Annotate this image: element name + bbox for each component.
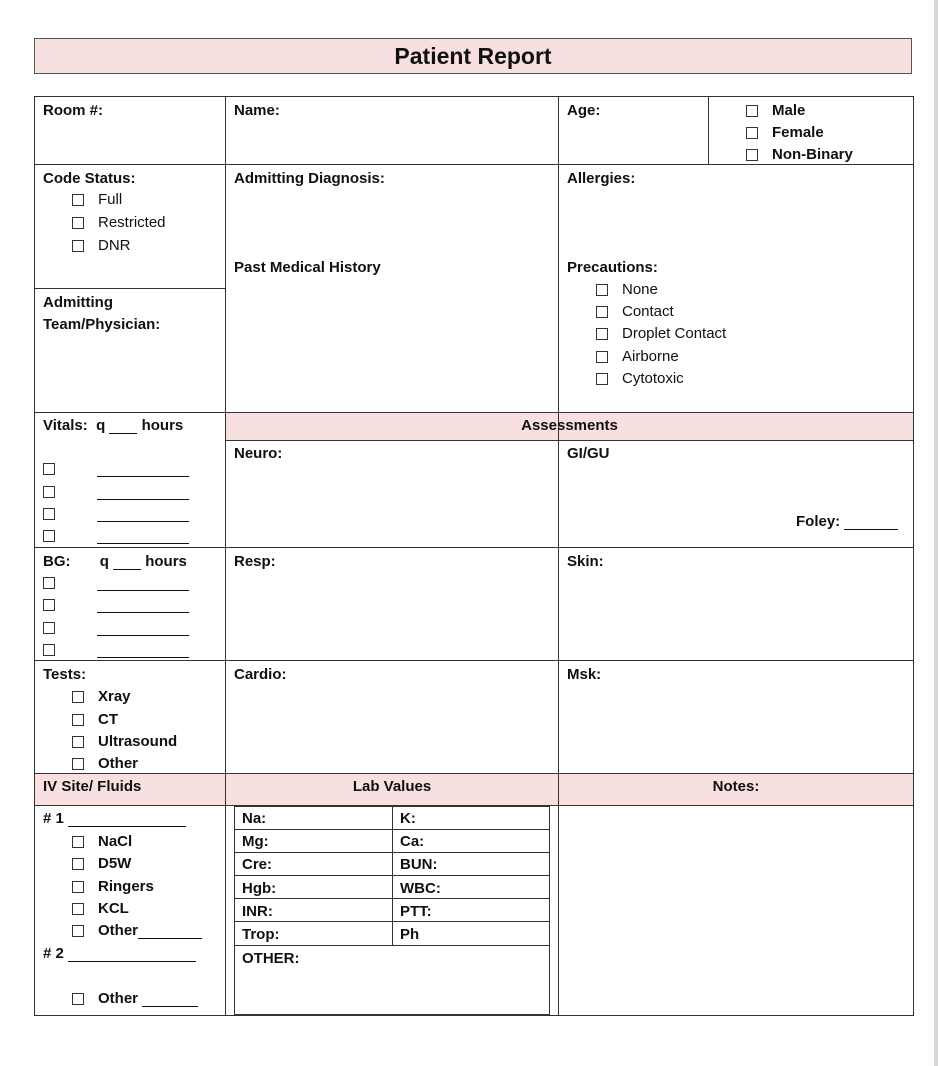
checkbox-icon[interactable] bbox=[72, 903, 84, 915]
checkbox-icon[interactable] bbox=[746, 149, 758, 161]
checkbox-icon[interactable] bbox=[596, 306, 608, 318]
lab-cell[interactable]: BUN: bbox=[400, 856, 438, 873]
checkbox-icon[interactable] bbox=[72, 993, 84, 1005]
entry-line[interactable] bbox=[97, 542, 189, 544]
entry-line[interactable] bbox=[138, 937, 202, 939]
code-option-dnr[interactable] bbox=[72, 237, 131, 254]
checkbox-icon[interactable] bbox=[43, 577, 55, 589]
vitals-label: Vitals: bbox=[43, 417, 88, 434]
lab-cell[interactable]: PTT: bbox=[400, 903, 432, 920]
lab-cell[interactable]: Hgb: bbox=[242, 880, 277, 897]
notes-header: Notes: bbox=[712, 778, 760, 795]
option-label: Ultrasound bbox=[98, 733, 178, 750]
divider bbox=[34, 660, 914, 661]
lab-divider bbox=[234, 945, 550, 946]
option-label: Cytotoxic bbox=[622, 370, 684, 387]
iv-site-1-label: # 1 bbox=[43, 810, 64, 827]
sex-option-female[interactable] bbox=[746, 124, 824, 141]
bg-entry-row[interactable] bbox=[43, 596, 189, 613]
divider bbox=[34, 412, 914, 413]
foley-field[interactable] bbox=[796, 513, 898, 530]
past-medical-history-label: Past Medical History bbox=[234, 259, 381, 276]
checkbox-icon[interactable] bbox=[72, 194, 84, 206]
iv-site-1[interactable] bbox=[43, 810, 186, 827]
lab-cell[interactable]: WBC: bbox=[400, 880, 441, 897]
age-label: Age: bbox=[567, 102, 601, 119]
checkbox-icon[interactable] bbox=[72, 217, 84, 229]
lab-cell[interactable]: Na: bbox=[242, 810, 267, 827]
lab-cell[interactable]: Cre: bbox=[242, 856, 273, 873]
option-label: Non-Binary bbox=[772, 146, 853, 163]
admitting-team-label: Admitting bbox=[43, 294, 113, 311]
precaution-option-cytotoxic[interactable] bbox=[596, 370, 684, 387]
checkbox-icon[interactable] bbox=[72, 758, 84, 770]
divider bbox=[34, 773, 914, 774]
bg-hours: hours bbox=[145, 553, 187, 570]
checkbox-icon[interactable] bbox=[746, 127, 758, 139]
room-label: Room #: bbox=[43, 102, 103, 119]
fluid-option-other-2[interactable] bbox=[72, 990, 198, 1007]
resp-label: Resp: bbox=[234, 553, 276, 570]
checkbox-icon[interactable] bbox=[596, 328, 608, 340]
lab-cell[interactable]: Trop: bbox=[242, 926, 280, 943]
lab-other-label[interactable]: OTHER: bbox=[242, 950, 300, 967]
checkbox-icon[interactable] bbox=[72, 736, 84, 748]
code-status-label: Code Status: bbox=[43, 170, 136, 187]
page-title: Patient Report bbox=[34, 38, 912, 74]
lab-cell[interactable]: Ph bbox=[400, 926, 420, 943]
bg-interval-line[interactable] bbox=[113, 568, 141, 570]
checkbox-icon[interactable] bbox=[43, 644, 55, 656]
checkbox-icon[interactable] bbox=[72, 858, 84, 870]
bg-entry-row[interactable] bbox=[43, 574, 189, 591]
vitals-hours: hours bbox=[141, 417, 184, 434]
checkbox-icon[interactable] bbox=[746, 105, 758, 117]
code-option-restricted[interactable] bbox=[72, 214, 166, 231]
vitals-header bbox=[43, 417, 183, 434]
divider bbox=[34, 547, 914, 548]
option-label: KCL bbox=[98, 900, 129, 917]
entry-line[interactable] bbox=[97, 611, 189, 613]
vitals-entry-row[interactable] bbox=[43, 483, 189, 500]
checkbox-icon[interactable] bbox=[596, 351, 608, 363]
sex-option-male[interactable] bbox=[746, 102, 805, 119]
bg-header bbox=[43, 553, 187, 570]
entry-line[interactable] bbox=[97, 498, 189, 500]
test-option-ct[interactable] bbox=[72, 711, 118, 728]
bg-label: BG: bbox=[43, 553, 71, 570]
option-label: Other bbox=[98, 922, 139, 939]
checkbox-icon[interactable] bbox=[72, 714, 84, 726]
entry-line[interactable] bbox=[97, 475, 189, 477]
lab-cell[interactable]: Mg: bbox=[242, 833, 269, 850]
divider bbox=[558, 96, 559, 1016]
vitals-entry-row[interactable] bbox=[43, 505, 189, 522]
tests-label: Tests: bbox=[43, 666, 87, 683]
lab-cell[interactable]: K: bbox=[400, 810, 416, 827]
fluid-option-d5w[interactable] bbox=[72, 855, 131, 872]
checkbox-icon[interactable] bbox=[72, 881, 84, 893]
test-option-ultrasound[interactable] bbox=[72, 733, 177, 750]
option-label: CT bbox=[98, 711, 118, 728]
option-label: Airborne bbox=[622, 348, 679, 365]
precaution-option-airborne[interactable] bbox=[596, 348, 679, 365]
assessments-header: Assessments bbox=[521, 417, 618, 434]
fluid-option-ringers[interactable] bbox=[72, 878, 154, 895]
iv-site-1-line[interactable] bbox=[68, 825, 186, 827]
code-option-full[interactable] bbox=[72, 191, 122, 208]
allergies-label: Allergies: bbox=[567, 170, 636, 187]
admitting-diagnosis-label: Admitting Diagnosis: bbox=[234, 170, 385, 187]
bg-entry-row[interactable] bbox=[43, 619, 189, 636]
bg-entry-row[interactable] bbox=[43, 641, 189, 658]
iv-site-2-line[interactable] bbox=[68, 960, 196, 962]
option-label: Contact bbox=[622, 303, 674, 320]
checkbox-icon[interactable] bbox=[43, 486, 55, 498]
foley-label: Foley: bbox=[796, 513, 841, 530]
cardio-label: Cardio: bbox=[234, 666, 287, 683]
option-label: Ringers bbox=[98, 878, 154, 895]
msk-label: Msk: bbox=[567, 666, 602, 683]
divider bbox=[708, 96, 709, 165]
option-label: Droplet Contact bbox=[622, 325, 727, 342]
lab-cell[interactable]: INR: bbox=[242, 903, 273, 920]
option-label: Female bbox=[772, 124, 824, 141]
option-label: None bbox=[622, 281, 658, 298]
scrollbar[interactable] bbox=[934, 0, 938, 1066]
neuro-label: Neuro: bbox=[234, 445, 283, 462]
option-label: Other bbox=[98, 990, 139, 1007]
divider bbox=[225, 96, 226, 1016]
checkbox-icon[interactable] bbox=[43, 530, 55, 542]
fluid-option-kcl[interactable] bbox=[72, 900, 129, 917]
vitals-q: q bbox=[96, 417, 106, 434]
option-label: Xray bbox=[98, 688, 131, 705]
divider bbox=[225, 440, 914, 441]
lab-values-header: Lab Values bbox=[352, 778, 432, 795]
fluid-option-other[interactable] bbox=[72, 922, 202, 939]
lab-divider bbox=[234, 898, 550, 899]
iv-site-2-label: # 2 bbox=[43, 945, 64, 962]
lab-divider bbox=[234, 852, 550, 853]
iv-site-header: IV Site/ Fluids bbox=[43, 778, 142, 795]
name-label: Name: bbox=[234, 102, 280, 119]
option-label: DNR bbox=[98, 237, 131, 254]
skin-label: Skin: bbox=[567, 553, 604, 570]
entry-line[interactable] bbox=[97, 589, 189, 591]
admitting-team-label-line2: Team/Physician: bbox=[43, 316, 161, 333]
entry-line[interactable] bbox=[97, 634, 189, 636]
test-option-other[interactable] bbox=[72, 755, 138, 772]
precaution-option-contact[interactable] bbox=[596, 303, 674, 320]
entry-line[interactable] bbox=[142, 1005, 198, 1007]
option-label: Male bbox=[772, 102, 806, 119]
checkbox-icon[interactable] bbox=[596, 373, 608, 385]
entry-line[interactable] bbox=[97, 656, 189, 658]
divider bbox=[34, 288, 225, 289]
lab-cell[interactable]: Ca: bbox=[400, 833, 425, 850]
option-label: D5W bbox=[98, 855, 132, 872]
checkbox-icon[interactable] bbox=[43, 622, 55, 634]
sex-option-non-binary[interactable] bbox=[746, 146, 853, 163]
lab-divider bbox=[234, 829, 550, 830]
option-label: NaCl bbox=[98, 833, 133, 850]
vitals-entry-row[interactable] bbox=[43, 527, 189, 544]
vitals-entry-row[interactable] bbox=[43, 460, 189, 477]
checkbox-icon[interactable] bbox=[43, 508, 55, 520]
checkbox-icon[interactable] bbox=[72, 691, 84, 703]
option-label: Other bbox=[98, 755, 139, 772]
fluid-option-nacl[interactable] bbox=[72, 833, 132, 850]
lab-divider bbox=[234, 875, 550, 876]
checkbox-icon[interactable] bbox=[43, 463, 55, 475]
lab-divider bbox=[234, 921, 550, 922]
entry-line[interactable] bbox=[97, 520, 189, 522]
iv-site-2[interactable] bbox=[43, 945, 196, 962]
checkbox-icon[interactable] bbox=[43, 599, 55, 611]
option-label: Restricted bbox=[98, 214, 166, 231]
precautions-label: Precautions: bbox=[567, 259, 658, 276]
foley-line[interactable] bbox=[844, 528, 898, 530]
checkbox-icon[interactable] bbox=[72, 240, 84, 252]
checkbox-icon[interactable] bbox=[72, 925, 84, 937]
test-option-xray[interactable] bbox=[72, 688, 131, 705]
checkbox-icon[interactable] bbox=[596, 284, 608, 296]
gigu-label: GI/GU bbox=[567, 445, 610, 462]
precaution-option-droplet-contact[interactable] bbox=[596, 325, 726, 342]
divider bbox=[34, 164, 914, 165]
vitals-interval-line[interactable] bbox=[109, 432, 137, 434]
checkbox-icon[interactable] bbox=[72, 836, 84, 848]
bg-q: q bbox=[99, 553, 109, 570]
precaution-option-none[interactable] bbox=[596, 281, 658, 298]
option-label: Full bbox=[98, 191, 123, 208]
